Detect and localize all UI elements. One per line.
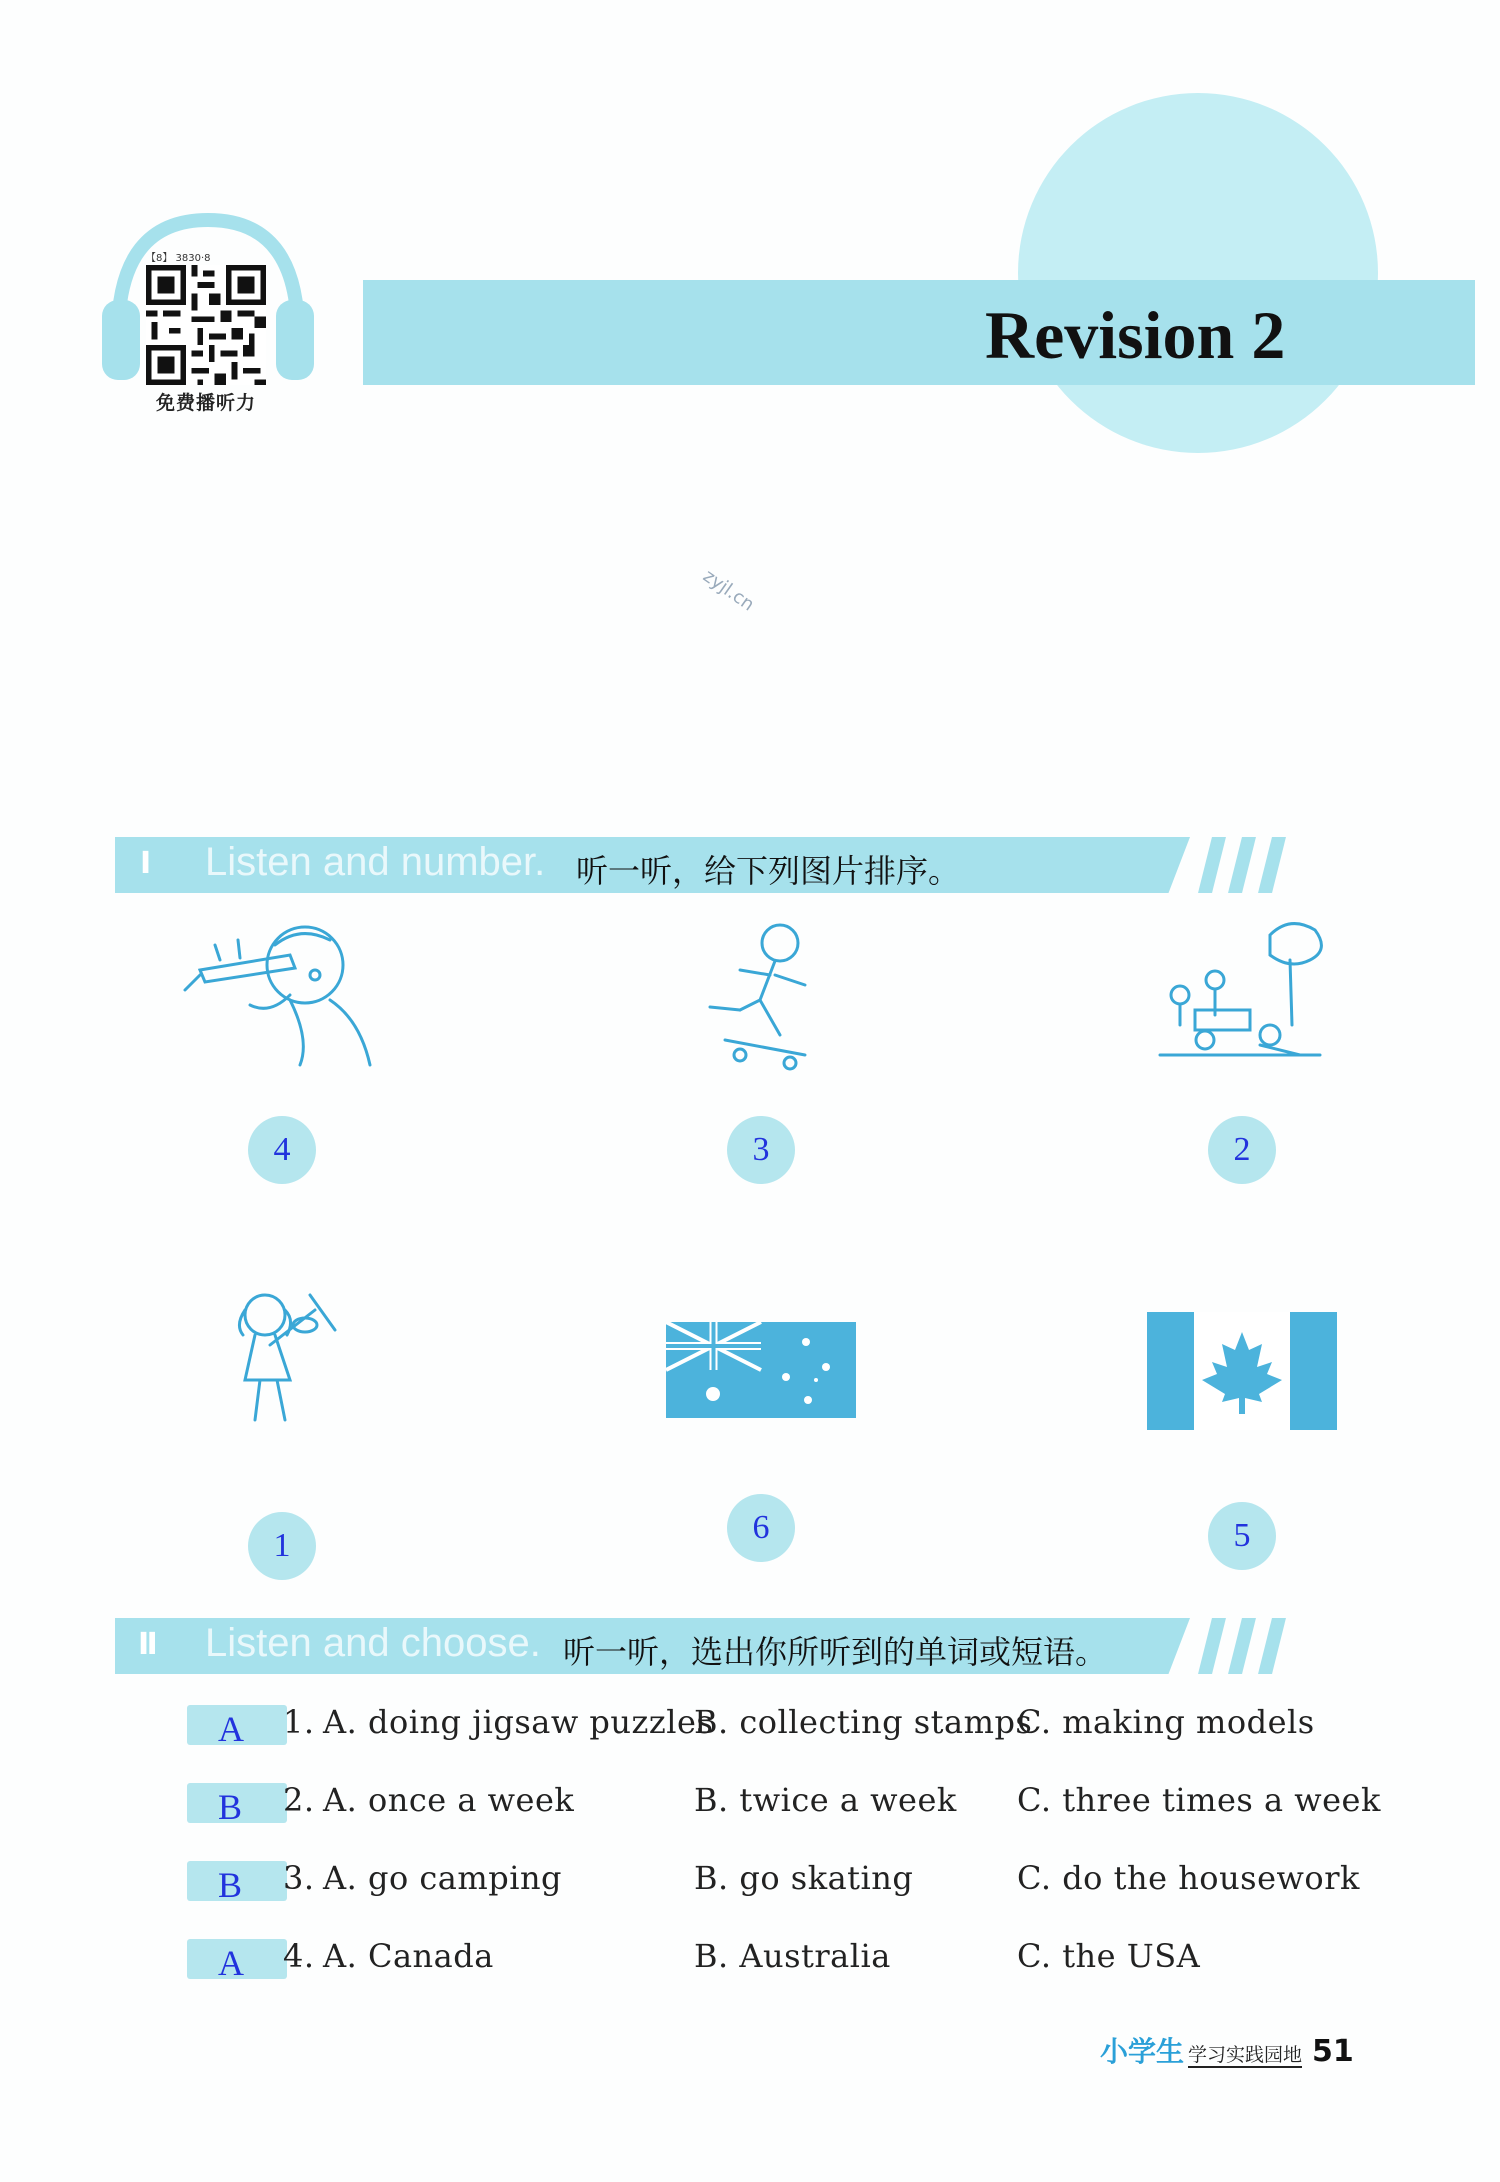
answer-letter-1: A — [218, 1709, 244, 1749]
page-footer — [1100, 2030, 1354, 2070]
children-picnic-picture — [1150, 915, 1330, 1075]
section-1-number: Ⅰ — [140, 846, 152, 881]
question-1-option-a: A. doing jigsaw puzzles — [323, 1703, 714, 1741]
question-1-option-c: C. making models — [1017, 1703, 1315, 1741]
question-4-option-a: A. Canada — [323, 1937, 494, 1975]
question-3-option-a: A. go camping — [323, 1859, 563, 1897]
question-3-option-b: B. go skating — [694, 1859, 914, 1897]
question-2-option-c: C. three times a week — [1017, 1781, 1381, 1819]
answer-letter-3: B — [218, 1865, 243, 1905]
section-2-stripes — [1205, 1618, 1315, 1674]
qr-code-image[interactable] — [146, 265, 266, 385]
section-1-title-cn: 听一听，给下列图片排序。 — [576, 852, 961, 890]
number-bubble-6: 5 — [1208, 1502, 1276, 1570]
question-number-1: 1. — [283, 1703, 315, 1741]
number-bubble-1: 4 — [248, 1116, 316, 1184]
qr-code-id: 【8】 3830·8 — [146, 253, 211, 264]
footer-brand: 小学生 — [1100, 2035, 1185, 2068]
section-1-title-en: Listen and number. — [205, 840, 546, 884]
girl-playing-violin-picture — [215, 1280, 345, 1430]
question-number-3: 3. — [283, 1859, 315, 1897]
australia-flag-picture — [666, 1322, 856, 1418]
question-number-2: 2. — [283, 1781, 315, 1819]
section-2-title-cn: 听一听，选出你所听到的单词或短语。 — [563, 1633, 1108, 1671]
question-3-option-c: C. do the housework — [1017, 1859, 1360, 1897]
question-number-4: 4. — [283, 1937, 315, 1975]
number-bubble-4: 1 — [248, 1512, 316, 1580]
qr-label: 免费播听力 — [155, 392, 256, 414]
canada-flag-picture — [1147, 1312, 1337, 1430]
question-4-option-c: C. the USA — [1017, 1937, 1201, 1975]
answer-letter-4: A — [218, 1943, 244, 1983]
question-2-option-b: B. twice a week — [694, 1781, 957, 1819]
page-title: Revision 2 — [985, 297, 1286, 373]
question-2-option-a: A. once a week — [323, 1781, 575, 1819]
title-band — [363, 280, 1475, 385]
number-bubble-3: 2 — [1208, 1116, 1276, 1184]
section-2-number: Ⅱ — [138, 1627, 158, 1662]
qr-code-block[interactable] — [98, 205, 318, 415]
boy-skateboarding-picture — [680, 915, 840, 1075]
section-1-header — [0, 837, 1500, 897]
watermark: zyjl.cn — [699, 565, 758, 616]
question-4-option-b: B. Australia — [694, 1937, 891, 1975]
footer-subtitle: 学习实践园地 — [1188, 2044, 1303, 2066]
page-number: 51 — [1312, 2034, 1354, 2069]
title-circle — [1018, 93, 1378, 453]
section-2-header — [0, 1618, 1500, 1678]
number-bubble-5: 6 — [727, 1494, 795, 1562]
answer-letter-2: B — [218, 1787, 243, 1827]
question-1-option-b: B. collecting stamps — [694, 1703, 1033, 1741]
section-2-title-en: Listen and choose. — [205, 1621, 541, 1665]
number-bubble-2: 3 — [727, 1116, 795, 1184]
section-1-stripes — [1205, 837, 1315, 893]
boy-flying-model-plane-picture — [180, 920, 380, 1070]
